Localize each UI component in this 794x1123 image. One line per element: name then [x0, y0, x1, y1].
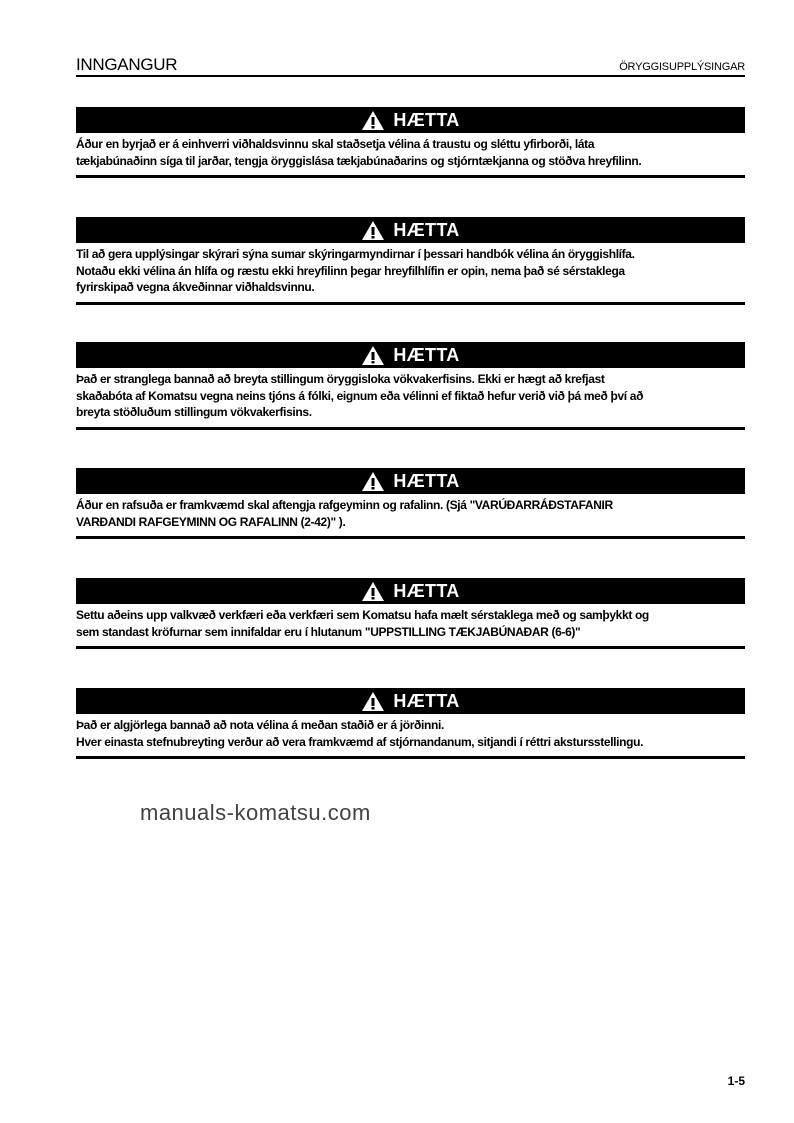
- notice-text-line: VARÐANDI RAFGEYMINN OG RAFALINN (2-42)" ).: [76, 514, 346, 529]
- notice-text-line: Það er algjörlega bannað að nota vélina á meðan staðið er á jörðinni.: [76, 718, 444, 732]
- danger-notice: [76, 688, 745, 759]
- notice-text-line: Áður en rafsuða er framkvæmd skal aftengja rafgeyminn og rafalinn. (Sjá "VARÚÐARRÁÐSTAFANIR: [76, 498, 613, 512]
- page-number: 1-5: [727, 1074, 745, 1088]
- notice-rule: [76, 302, 745, 305]
- notice-text-line: skaðabóta af Komatsu vegna neins tjóns á fólki, eignum eða vélinni ef fiktað hefur verið við þá með því að: [76, 388, 644, 403]
- danger-title: HÆTTA: [393, 219, 460, 240]
- notice-text-line: Notaðu ekki vélina án hlífa og ræstu ekki hreyfilinn þegar hreyfilhlífin er opin, nema það sé sérstaklega: [76, 263, 625, 278]
- notice-rule: [76, 175, 745, 178]
- notice-body: [76, 714, 745, 750]
- page-header-title: INNGANGUR: [76, 55, 178, 74]
- watermark: manuals-komatsu.com: [140, 800, 371, 825]
- notice-text-line: Áður en byrjað er á einhverri viðhaldsvinnu skal staðsetja vélina á traustu og sléttu yfirborði, láta: [76, 137, 595, 151]
- notice-text-line: Til að gera upplýsingar skýrari sýna sumar skýringarmyndirnar í þessari handbók vélina án öryggishlífa.: [76, 247, 635, 261]
- danger-notice: [76, 468, 745, 539]
- danger-bar: [76, 107, 745, 133]
- notice-body: [76, 368, 745, 421]
- danger-title: HÆTTA: [393, 580, 460, 601]
- notice-rule: [76, 646, 745, 649]
- danger-title: HÆTTA: [393, 344, 460, 365]
- danger-notice: [76, 578, 745, 649]
- page-header-section: ÖRYGGISUPPLÝSINGAR: [619, 61, 745, 73]
- notice-text-line: Settu aðeins upp valkvæð verkfæri eða verkfæri sem Komatsu hafa mælt sérstaklega með og samþykkt og: [76, 608, 649, 622]
- warning-triangle-icon: [361, 691, 385, 712]
- notice-text-line: fyrirskipað vegna ákveðinnar viðhaldsvinnu.: [76, 280, 315, 294]
- notice-rule: [76, 427, 745, 430]
- warning-triangle-icon: [361, 345, 385, 366]
- danger-notice: [76, 217, 745, 305]
- danger-title: HÆTTA: [393, 470, 460, 491]
- danger-bar: [76, 468, 745, 494]
- danger-notice: [76, 342, 745, 430]
- warning-triangle-icon: [361, 220, 385, 241]
- warning-triangle-icon: [361, 471, 385, 492]
- notice-text-line: tækjabúnaðinn síga til jarðar, tengja öryggislása tækjabúnaðarins og stjórntækjanna og stöðva hreyfilinn.: [76, 153, 642, 168]
- notice-body: [76, 133, 745, 169]
- notice-text-line: Hver einasta stefnubreyting verður að vera framkvæmd af stjórnandanum, sitjandi í réttri akstursstellingu.: [76, 734, 644, 749]
- notice-rule: [76, 756, 745, 759]
- notice-body: [76, 494, 745, 530]
- danger-bar: [76, 342, 745, 368]
- header-rule: [76, 75, 745, 77]
- danger-bar: [76, 688, 745, 714]
- notice-body: [76, 243, 745, 296]
- danger-notice: [76, 107, 745, 178]
- danger-bar: [76, 217, 745, 243]
- notice-text-line: breyta stöðluðum stillingum vökvakerfisins.: [76, 405, 312, 419]
- notice-body: [76, 604, 745, 640]
- danger-bar: [76, 578, 745, 604]
- notice-text-line: sem standast kröfurnar sem innifaldar eru í hlutanum "UPPSTILLING TÆKJABÚNAÐAR (6-6)": [76, 624, 581, 639]
- danger-title: HÆTTA: [393, 690, 460, 711]
- warning-triangle-icon: [361, 581, 385, 602]
- notice-text-line: Það er stranglega bannað að breyta stillingum öryggisloka vökvakerfisins. Ekki er hægt að krefjast: [76, 372, 605, 386]
- danger-title: HÆTTA: [393, 109, 460, 130]
- warning-triangle-icon: [361, 110, 385, 131]
- notice-rule: [76, 536, 745, 539]
